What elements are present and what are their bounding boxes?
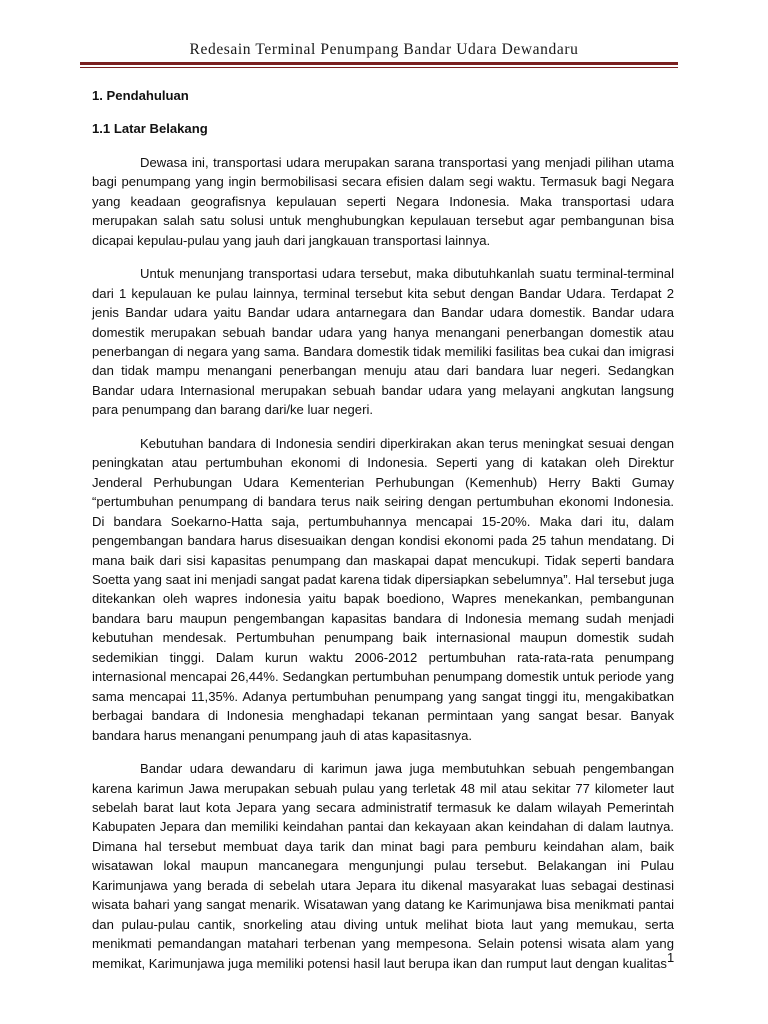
page-number: 1 xyxy=(667,950,675,965)
paragraph: Bandar udara dewandaru di karimun jawa juga membutuhkan sebuah pengembangan karena karimun Jawa merupakan sebuah pulau yang terletak 48 mil atau sekitar 77 kilometer laut sebelah barat laut kota Jepara yang secara administratif termasuk ke dalam wilayah Pemerintah Kabupaten Jepara dan memiliki keindahan pantai dan kekayaan akan keindahan di dalam lautnya. Dimana hal tersebut membuat daya tarik dan minat bagi para pemburu keindahan alam, baik wisatawan lokal maupun mancanegara mengunjungi pulau tersebut. Belakangan ini Pulau Karimunjawa yang berada di sebelah utara Jepara itu dikenal masyarakat luas sebagai destinasi wisata bahari yang sangat menarik. Wisatawan yang datang ke Karimunjawa bisa menikmati pantai dan pulau-pulau cantik, snorkeling atau diving untuk melihat biota laut yang memukau, serta menikmati pemandangan matahari terbenan yang mempesona. Selain potensi wisata alam yang memikat, Karimunjawa juga memiliki potensi hasil laut berupa ikan dan rumput laut dengan kualitas xyxy=(92,761,674,971)
paragraph: Dewasa ini, transportasi udara merupakan sarana transportasi yang menjadi pilihan utama bagi penumpang yang ingin bermobilisasi secara efisien dalam segi waktu. Termasuk bagi Negara yang keadaan geografisnya kepulauan seperti Negara Indonesia. Maka transportasi udara merupakan salah satu solusi untuk menghubungkan kepulauan tersebut agar pembangunan bisa dicapai kepulau-pulau yang jauh dari jangkauan transportasi lainnya. xyxy=(92,154,674,248)
paragraph: Kebutuhan bandara di Indonesia sendiri diperkirakan akan terus meningkat sesuai dengan peningkatan atau pertumbuhan ekonomi di Indonesia. Seperti yang di katakan oleh Direktur Jenderal Perhubungan Udara Kementerian Perhubungan (Kemenhub) Herry Bakti Gumay “pertumbuhan penumpang di bandara terus naik seiring dengan pertumbuhan ekonomi Indonesia. Di bandara Soekarno-Hatta saja, pertumbuhannya mencapai 15-20%. Maka dari itu, dalam pengembangan bandara harus disesuaikan dengan kondisi ekonomi pada 25 tahun mendatang. Di mana baik dari sisi kapasitas penumpang dan maskapai dapat mencukupi. Tidak seperti bandara Soetta yang saat ini menjadi sangat padat karena tidak dipersiapkan sebelumnya”. Hal tersebut juga ditekankan oleh wapres indonesia yaitu bapak boediono, Wapres menekankan, pembangunan bandara baru maupun pengembangan kapasitas bandara di Indonesia memang sudah menjadi kebutuhan mendesak. Pertumbuhan penumpang baik internasional maupun domestik sudah sedemikian tinggi. Dalam kurun waktu 2006-2012 pertumbuhan rata-rata-rata penumpang internasional mencapai 26,44%. Sedangkan pertumbuhan penumpang domestik untuk periode yang sama mencapai 11,35%. Adanya pertumbuhan penumpang yang sangat tinggi itu, mengakibatkan berbagai bandara di Indonesia menghadapi tekanan permintaan yang sangat besar. Banyak bandara harus menangani penumpang jauh di atas kapasitasnya. xyxy=(92,435,674,743)
document-body xyxy=(92,86,674,973)
subsection-heading: 1.1 Latar Belakang xyxy=(92,121,208,137)
header-rule-thin xyxy=(80,67,678,68)
running-header-title: Redesain Terminal Penumpang Bandar Udara Dewandaru xyxy=(189,41,579,58)
header-rule-thick xyxy=(80,62,678,65)
paragraph: Untuk menunjang transportasi udara tersebut, maka dibutuhkanlah suatu terminal-terminal dari 1 kepulauan ke pulau lainnya, terminal tersebut kita sebut dengan Bandar Udara. Terdapat 2 jenis Bandar udara yaitu Bandar udara antarnegara dan Bandar udara domestik. Bandar udara domestik merupakan sebuah bandar udara yang hanya menangani penerbangan domestik atau penerbangan di negara yang sama. Bandara domestik tidak memiliki fasilitas bea cukai dan imigrasi dan tidak mampu menangani penerbangan menuju atau dari bandara luar negeri. Sedangkan Bandar udara Internasional merupakan sebuah bandar udara yang melayani angkutan langsung para penumpang dan barang dari/ke luar negeri. xyxy=(92,266,674,418)
section-heading: 1. Pendahuluan xyxy=(92,88,189,103)
